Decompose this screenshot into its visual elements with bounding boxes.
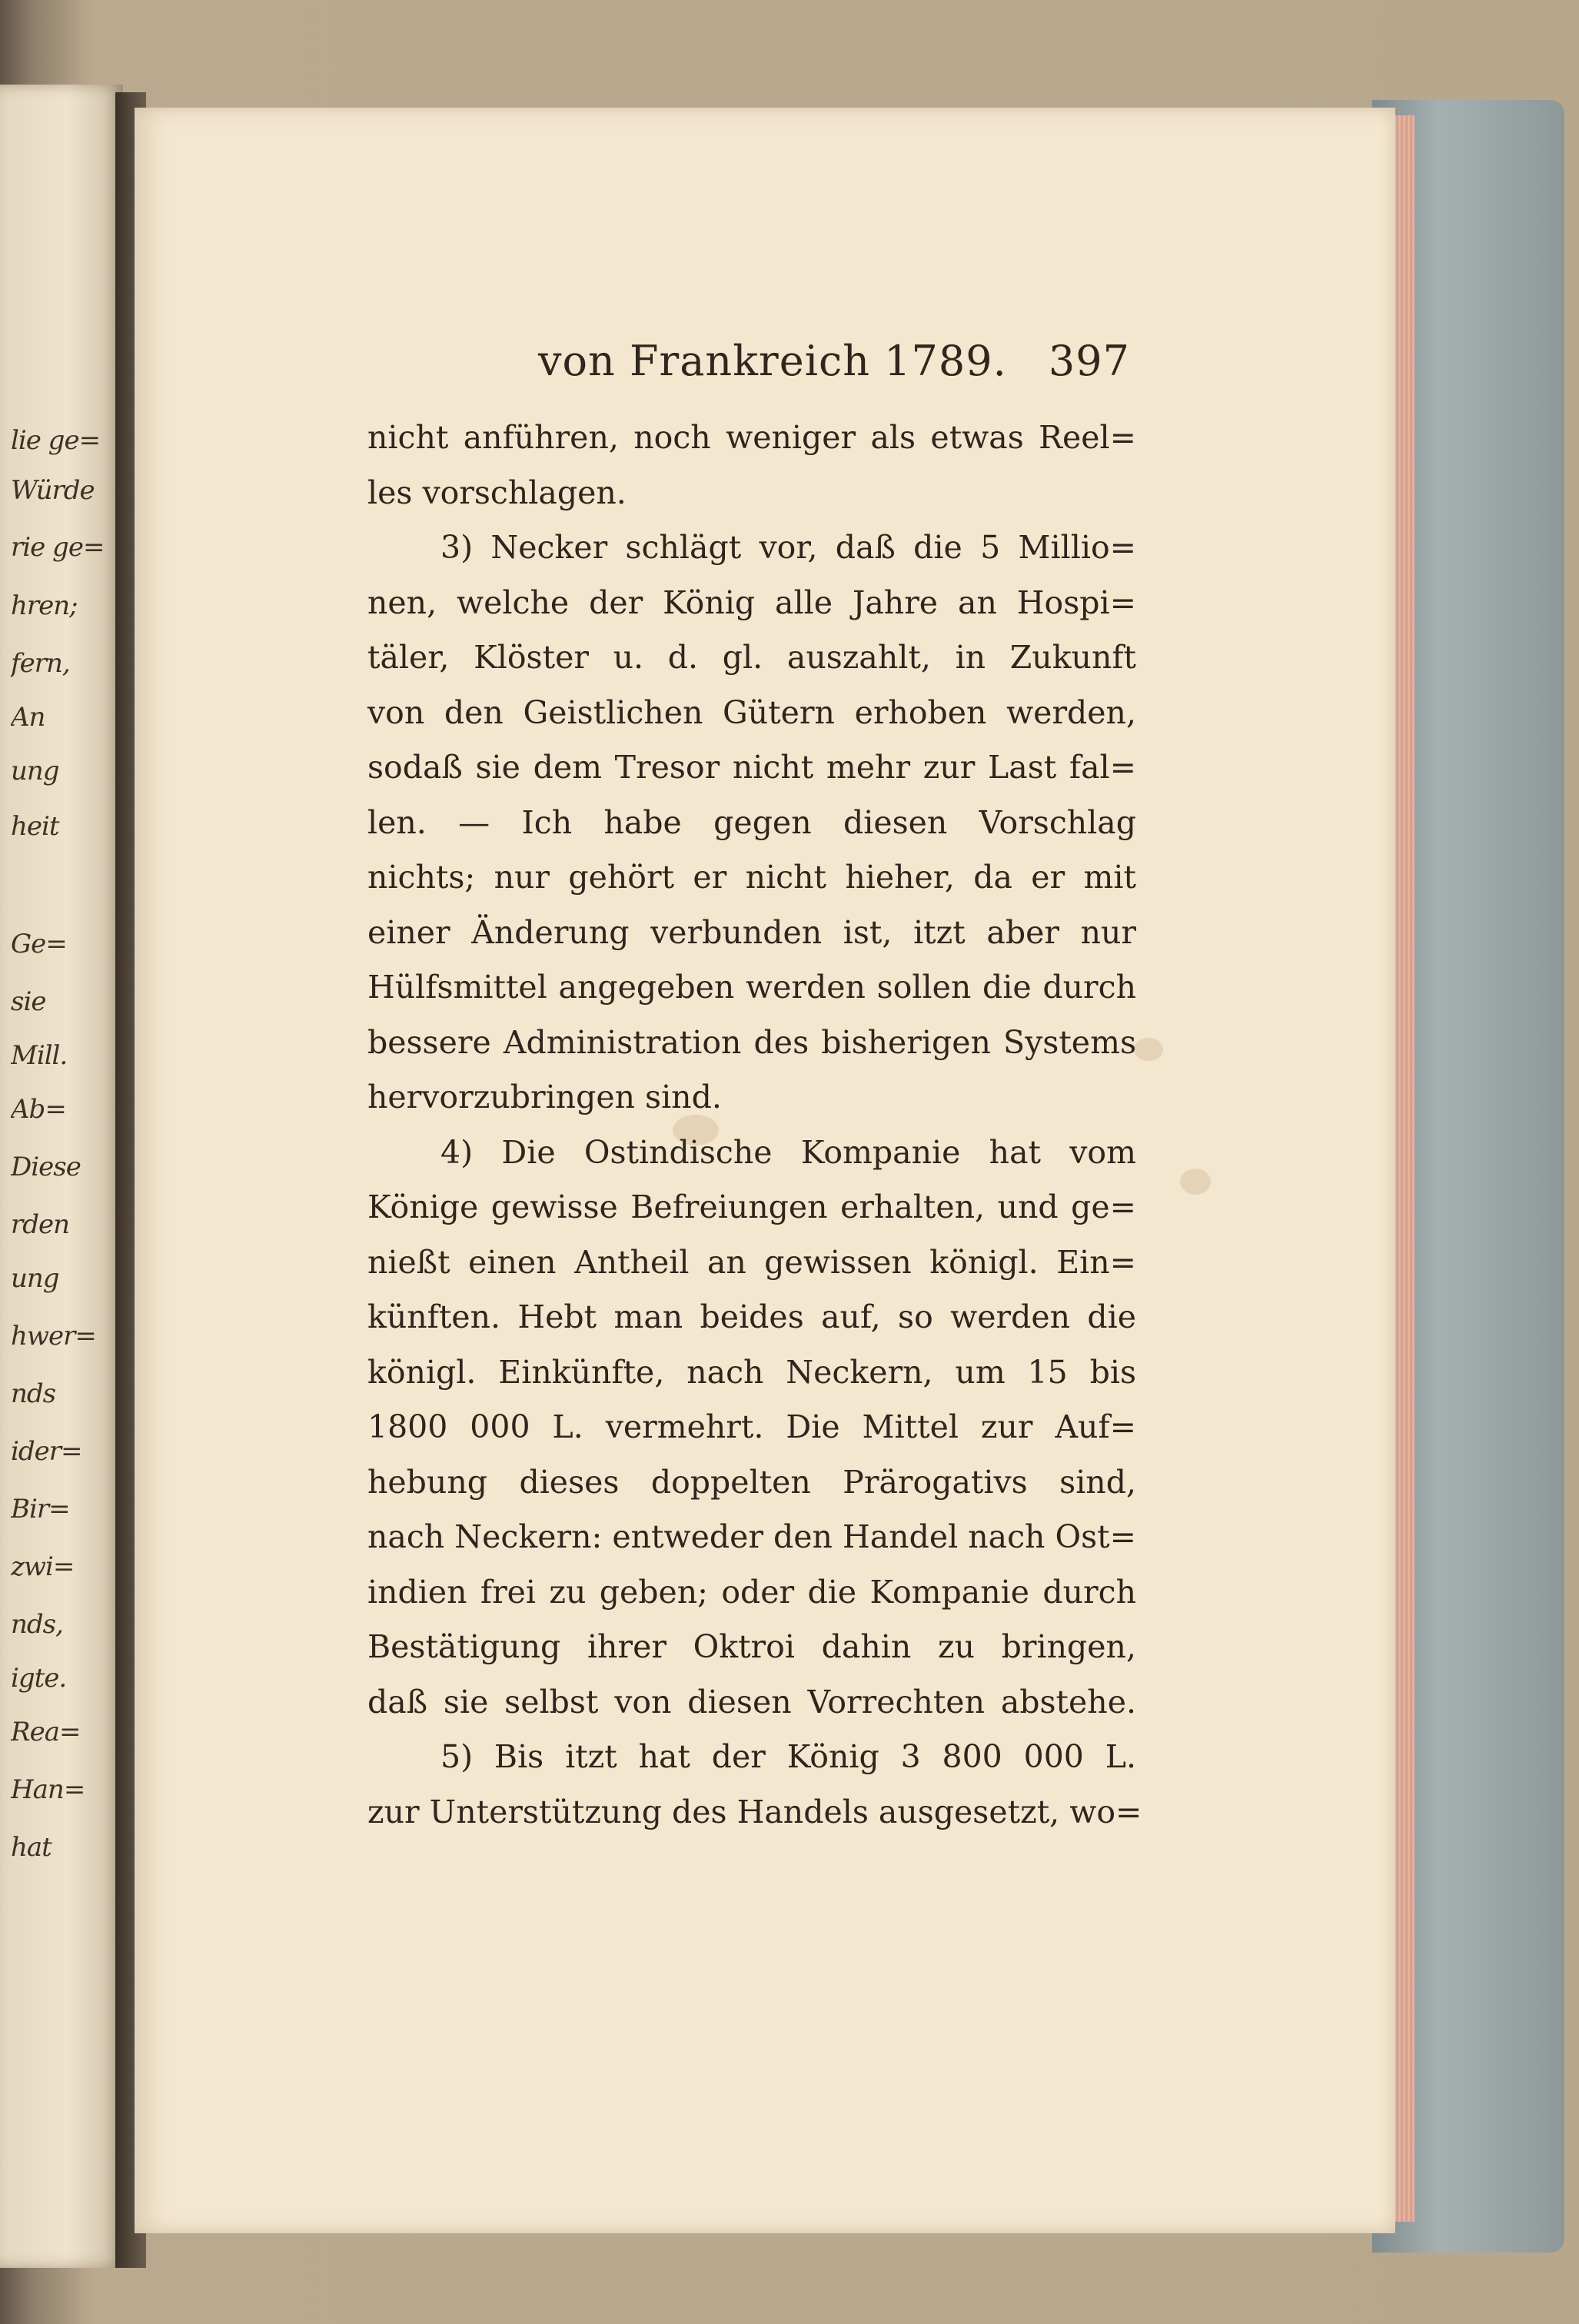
left-page-fragment: igte. (11, 1663, 67, 1694)
left-page-fragment: ung (11, 1263, 59, 1294)
left-page-fragment: hat (11, 1832, 52, 1863)
left-page-fragment: hren; (11, 590, 78, 621)
body-text (367, 411, 1142, 1840)
left-page-fragment: rden (11, 1209, 70, 1240)
text-line: sodaß sie dem Tresor nicht mehr zur Last fal= (367, 749, 1136, 786)
paper-stain (1180, 1169, 1211, 1195)
text-line: len. — Ich habe gegen diesen Vorschlag (367, 803, 1136, 841)
text-line: hervorzubringen sind. (367, 1079, 722, 1115)
text-line: 3) Necker schlägt vor, daß die 5 Millio= (440, 529, 1136, 566)
left-page-fragment: Rea= (11, 1717, 81, 1747)
text-line: einer Änderung verbunden ist, itzt aber nur (367, 913, 1136, 951)
left-page-fragment: Bir= (11, 1494, 70, 1524)
left-page-fragment: zwi= (11, 1551, 75, 1582)
text-line: nen, welche der König alle Jahre an Hospi= (367, 583, 1136, 621)
left-page-fragment: Würde (11, 475, 95, 506)
left-page-fragment: fern, (11, 648, 70, 679)
text-line: Hülfsmittel angegeben werden sollen die durch (367, 969, 1136, 1006)
text-line: nießt einen Antheil an gewissen königl. Ein= (367, 1243, 1136, 1281)
left-page-fragment: lie ge= (11, 425, 101, 456)
left-page-fragment: ung (11, 756, 59, 786)
left-page-fragment: sie (11, 986, 46, 1017)
running-head-title: von Frankreich 1789. (538, 337, 1007, 385)
text-line: zur Unterstützung des Handels ausgesetzt, wo= (367, 1793, 1142, 1830)
left-page-fragment: heit (11, 811, 59, 842)
left-page-fragment: nds (11, 1378, 56, 1409)
text-line: nach Neckern: entweder den Handel nach Ost= (367, 1518, 1136, 1555)
left-page-fragment: Ab= (11, 1094, 66, 1125)
left-page-fragment: Ge= (11, 929, 67, 959)
left-page-fragment: An (11, 702, 45, 733)
text-line: Könige gewisse Befreiungen erhalten, und ge= (367, 1189, 1136, 1225)
text-line: les vorschlagen. (367, 474, 627, 511)
paper-stain (1134, 1038, 1163, 1061)
text-line: königl. Einkünfte, nach Neckern, um 15 bis (367, 1353, 1136, 1391)
page-number: 397 (1048, 337, 1130, 385)
text-line: daß sie selbst von diesen Vorrechten abstehe. (367, 1683, 1136, 1721)
text-line: 1800 000 L. vermehrt. Die Mittel zur Auf= (367, 1408, 1136, 1445)
text-line: täler, Klöster u. d. gl. auszahlt, in Zukunft (367, 639, 1136, 676)
text-line: hebung dieses doppelten Prärogativs sind, (367, 1463, 1136, 1501)
left-page-fragment: ider= (11, 1436, 82, 1467)
text-line: 4) Die Ostindische Kompanie hat vom (440, 1133, 1136, 1171)
text-line: indien frei zu geben; oder die Kompanie durch (367, 1573, 1136, 1611)
text-line: künften. Hebt man beides auf, so werden die (367, 1298, 1136, 1335)
left-page-fragment: hwer= (11, 1321, 96, 1352)
text-line: Bestätigung ihrer Oktroi dahin zu bringen, (367, 1628, 1136, 1665)
running-head (538, 337, 1130, 391)
text-line: bessere Administration des bisherigen Systems (367, 1023, 1136, 1061)
left-page-fragment: Han= (11, 1774, 85, 1805)
text-line: 5) Bis itzt hat der König 3 800 000 L. (440, 1738, 1136, 1775)
left-page-fragment: Diese (11, 1152, 81, 1182)
left-page-edge (0, 85, 123, 2268)
left-page-fragment: rie ge= (11, 532, 105, 563)
text-line: nichts; nur gehört er nicht hieher, da er mit (367, 859, 1136, 896)
left-page-fragment: nds, (11, 1609, 63, 1640)
text-line: nicht anführen, noch weniger als etwas Reel= (367, 419, 1136, 456)
left-page-fragment: Mill. (11, 1040, 68, 1071)
text-line: von den Geistlichen Gütern erhoben werden, (367, 693, 1136, 731)
